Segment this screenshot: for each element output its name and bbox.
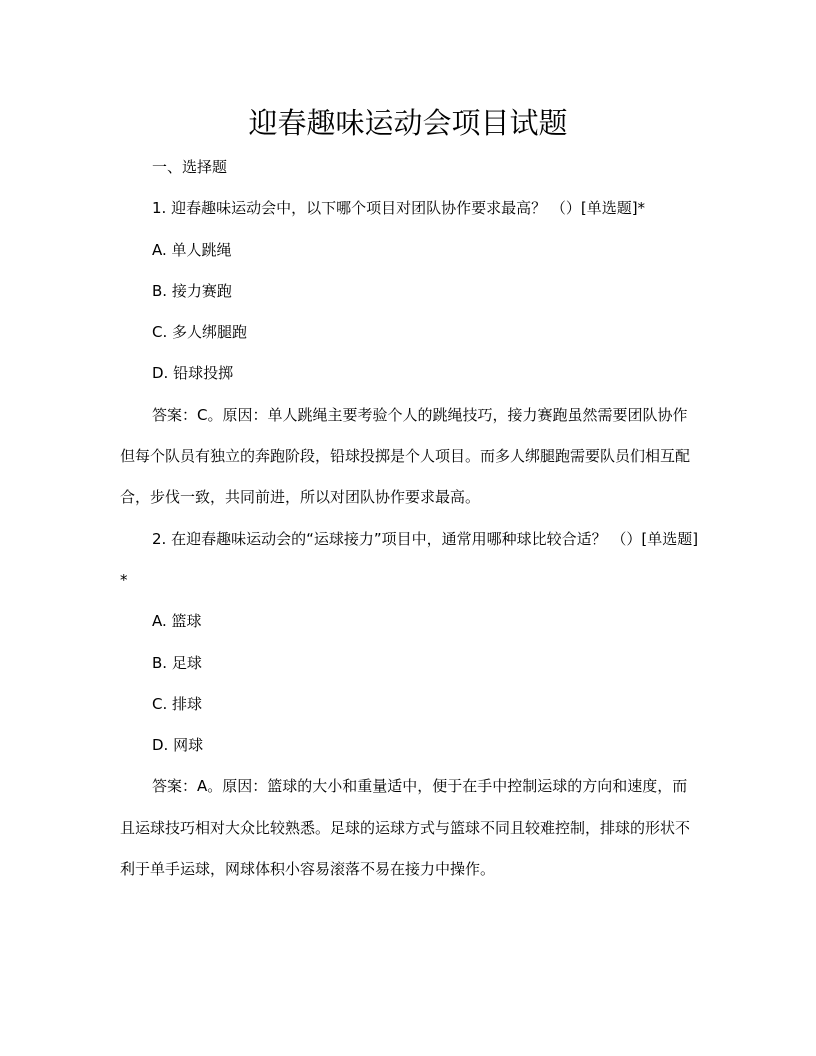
option-a: A. 篮球 <box>152 612 202 631</box>
document-body <box>120 147 700 890</box>
question-block <box>120 519 700 891</box>
option-a: A. 单人跳绳 <box>152 240 232 259</box>
option-b: B. 足球 <box>152 653 202 672</box>
section-heading: 一、选择题 <box>152 158 228 176</box>
option-d: D. 网球 <box>152 736 204 755</box>
option-d: D. 铅球投掷 <box>152 364 234 383</box>
question-stem: 2. 在迎春趣味运动会的“运球接力”项目中，通常用哪种球比较合适？ （）[单选题]* <box>120 529 699 589</box>
option-c: C. 排球 <box>152 694 203 713</box>
document-title: 迎春趣味运动会项目试题 <box>248 106 568 140</box>
answer-explanation: 答案：A。原因：篮球的大小和重量适中，便于在手中控制运球的方向和速度，而且运球技巧相对大众比较熟悉。足球的运球方式与篮球不同且较难控制，排球的形状不利于单手运球，网球体积小容易滚落不易在接力中操作。 <box>120 777 691 879</box>
question-block <box>120 188 700 518</box>
answer-explanation: 答案：C。原因：单人跳绳主要考验个人的跳绳技巧，接力赛跑虽然需要团队协作但每个队员有独立的奔跑阶段，铅球投掷是个人项目。而多人绑腿跑需要队员们相互配合，步伐一致，共同前进，所以对团队协作要求最高。 <box>120 405 691 507</box>
option-b: B. 接力赛跑 <box>152 281 232 300</box>
option-c: C. 多人绑腿跑 <box>152 323 248 342</box>
question-stem: 1. 迎春趣味运动会中，以下哪个项目对团队协作要求最高？ （）[单选题]* <box>152 199 646 218</box>
